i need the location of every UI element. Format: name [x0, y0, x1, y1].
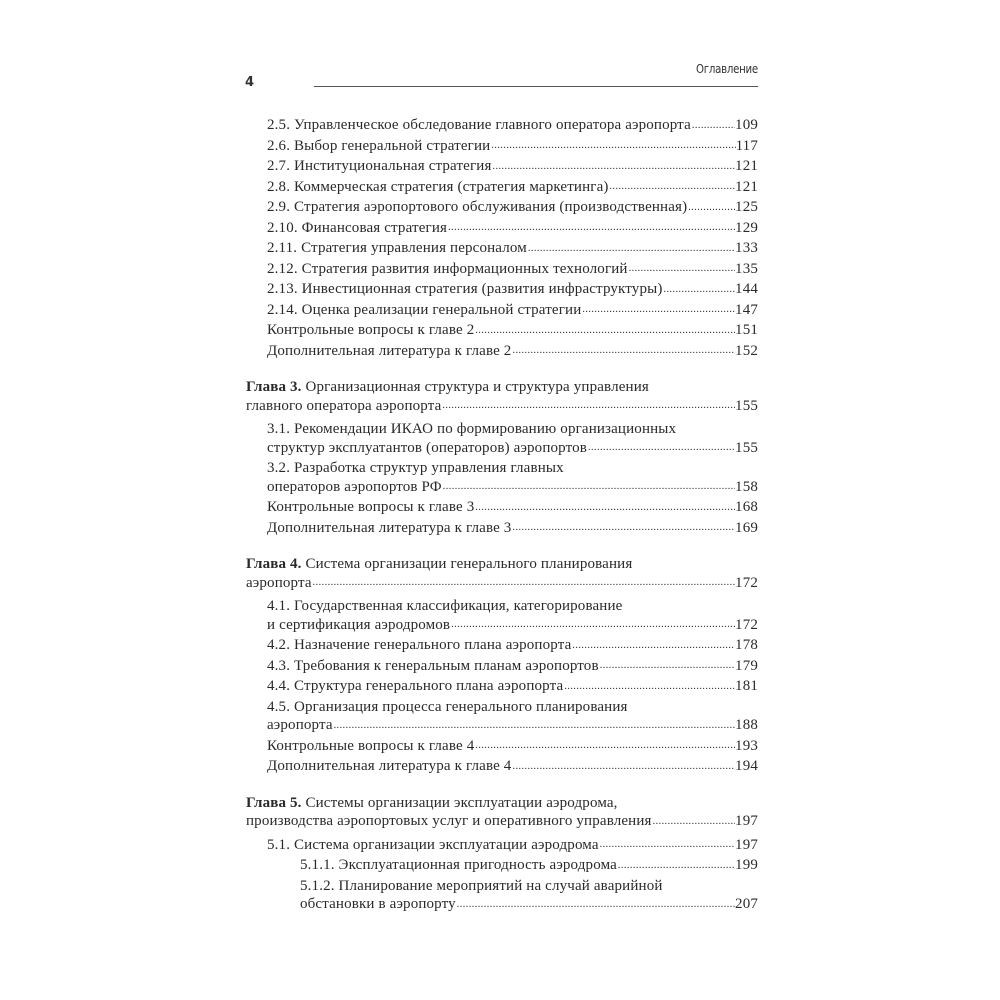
toc-entry[interactable] [246, 498, 758, 517]
dot-leader [442, 478, 735, 497]
dot-leader [492, 157, 736, 176]
toc-chapter-entry[interactable] [246, 794, 758, 831]
page-number-ref: 144 [735, 281, 758, 297]
toc-entry-last-line [267, 616, 758, 635]
page-number-ref: 158 [735, 478, 758, 495]
toc-entry-last-line [246, 397, 758, 416]
toc-entry-last-line [267, 716, 758, 735]
toc-entry-line [246, 378, 758, 397]
dot-leader [581, 301, 735, 320]
page-number-ref: 199 [735, 857, 758, 873]
toc-chapter-entry[interactable] [246, 555, 758, 592]
page-number-ref: 197 [735, 836, 758, 853]
toc-entry-last-line [246, 574, 758, 593]
toc-entry-text: Система организации генерального планирования [301, 556, 633, 572]
dot-leader [511, 757, 735, 776]
page-number-ref: 151 [735, 322, 758, 338]
toc-entry-text: 5.1.2. Планирование мероприятий на случай аварийной [300, 877, 663, 894]
dot-leader [599, 836, 735, 855]
toc-entry[interactable] [246, 459, 758, 496]
toc-entry[interactable] [246, 116, 758, 135]
dot-leader [511, 342, 735, 361]
page-number-ref: 193 [735, 737, 758, 754]
table-of-contents [246, 116, 758, 916]
dot-leader [571, 636, 735, 655]
toc-entry[interactable] [246, 198, 758, 217]
toc-entry-last-line [267, 321, 758, 340]
toc-entry-last-line [267, 198, 758, 217]
dot-leader [628, 260, 735, 279]
dot-leader [441, 397, 735, 416]
dot-leader [617, 856, 735, 875]
toc-entry-last-line [267, 737, 758, 756]
toc-entry[interactable] [246, 137, 758, 156]
dot-leader [450, 616, 735, 635]
toc-entry[interactable] [246, 877, 758, 914]
toc-entry-last-line [267, 757, 758, 776]
page-number: 4 [245, 75, 255, 90]
toc-entry[interactable] [246, 757, 758, 776]
chapter-label: Глава 4. [246, 556, 302, 572]
toc-entry[interactable] [246, 157, 758, 176]
dot-leader [474, 737, 735, 756]
toc-entry[interactable] [246, 219, 758, 238]
toc-entry-text: Дополнительная литература к главе 4 [267, 758, 512, 774]
toc-entry-last-line [267, 519, 758, 538]
dot-leader [511, 519, 735, 538]
page-number-ref: 169 [735, 519, 758, 536]
toc-entry-text: 2.8. Коммерческая стратегия (стратегия маркетинга) [267, 178, 609, 195]
toc-entry-last-line [267, 178, 758, 197]
toc-entry[interactable] [246, 342, 758, 361]
toc-entry-last-line [267, 342, 758, 361]
toc-entry-last-line [267, 280, 758, 299]
dot-leader [662, 280, 735, 299]
toc-entry[interactable] [246, 420, 758, 457]
toc-entry-text: аэропорта [267, 717, 333, 733]
toc-entry-last-line [267, 239, 758, 258]
toc-entry-text: 2.12. Стратегия развития информационных технологий [267, 260, 628, 277]
toc-entry-text: Дополнительная литература к главе 2 [267, 342, 512, 359]
toc-entry-text: Системы организации эксплуатации аэродрома, [301, 794, 618, 811]
toc-chapter-entry[interactable] [246, 378, 758, 415]
toc-entry-text: операторов аэропортов РФ [267, 478, 442, 495]
toc-entry-text: 2.9. Стратегия аэропортового обслуживания (производственная) [267, 199, 688, 215]
dot-leader [687, 198, 735, 217]
page-number-ref: 155 [735, 439, 758, 456]
toc-entry-last-line [267, 439, 758, 458]
toc-entry-text: 4.4. Структура генерального плана аэропорта [267, 678, 564, 694]
toc-entry[interactable] [246, 698, 758, 735]
toc-entry-last-line [267, 836, 758, 855]
toc-entry-line [267, 597, 758, 616]
toc-entry-last-line [267, 260, 758, 279]
toc-entry-text: 4.5. Организация процесса генерального планирования [267, 698, 628, 715]
dot-leader [456, 895, 735, 914]
toc-entry-last-line [267, 636, 758, 655]
dot-leader [587, 439, 735, 458]
dot-leader [563, 677, 735, 696]
toc-entry-text: 2.10. Финансовая стратегия [267, 219, 448, 236]
page-number-ref: 117 [735, 137, 758, 154]
toc-entry[interactable] [246, 657, 758, 676]
dot-leader [333, 716, 735, 735]
page-number-ref: 109 [735, 117, 758, 133]
toc-entry-text: аэропорта [246, 574, 312, 591]
page-number-ref: 181 [735, 678, 758, 694]
page-number-ref: 207 [735, 896, 758, 912]
toc-entry-text: Контрольные вопросы к главе 3 [267, 499, 475, 515]
toc-entry-line [246, 555, 758, 574]
page-number-ref: 179 [735, 657, 758, 674]
toc-entry-last-line [267, 657, 758, 676]
page-number-ref: 188 [735, 717, 758, 733]
toc-entry-last-line [267, 301, 758, 320]
dot-leader [609, 178, 736, 197]
dot-leader [490, 137, 735, 156]
toc-entry-line [267, 698, 758, 717]
toc-entry[interactable] [246, 737, 758, 756]
toc-entry-last-line [300, 856, 758, 875]
toc-entry-text: 5.1.1. Эксплуатационная пригодность аэродрома [300, 857, 617, 873]
toc-entry-text: главного оператора аэропорта [246, 397, 442, 414]
dot-leader [474, 498, 735, 517]
header-rule [314, 86, 758, 87]
toc-entry-text: 5.1. Система организации эксплуатации аэродрома [267, 836, 599, 853]
toc-entry-text: 2.14. Оценка реализации генеральной стратегии [267, 301, 582, 318]
toc-entry-last-line [267, 116, 758, 135]
toc-entry[interactable] [246, 301, 758, 320]
dot-leader [599, 657, 735, 676]
toc-entry[interactable] [246, 856, 758, 875]
toc-entry-last-line [267, 137, 758, 156]
toc-entry-text: 3.2. Разработка структур управления главных [267, 460, 564, 476]
dot-leader [474, 321, 735, 340]
toc-entry-text: производства аэропортовых услуг и оперативного управления [246, 813, 652, 829]
page-number-ref: 194 [735, 758, 758, 774]
toc-entry-text: структур эксплуатантов (операторов) аэропортов [267, 439, 588, 456]
toc-entry[interactable] [246, 280, 758, 299]
page-number-ref: 129 [735, 219, 758, 236]
toc-entry[interactable] [246, 836, 758, 855]
toc-entry-text: 2.7. Институциональная стратегия [267, 158, 492, 174]
toc-entry-text: и сертификация аэродромов [267, 616, 451, 633]
toc-entry-last-line [267, 498, 758, 517]
page-number-ref: 152 [735, 342, 758, 359]
toc-entry-text: Организационная структура и структура управления [301, 379, 649, 395]
toc-entry-text: 2.13. Инвестиционная стратегия (развития инфраструктуры) [267, 281, 663, 297]
toc-entry-last-line [300, 895, 758, 914]
toc-entry[interactable] [246, 636, 758, 655]
toc-entry-text: Дополнительная литература к главе 3 [267, 519, 512, 536]
toc-entry-text: Контрольные вопросы к главе 2 [267, 322, 475, 338]
dot-leader [527, 239, 735, 258]
toc-entry-text: 2.6. Выбор генеральной стратегии [267, 137, 491, 154]
page-number-ref: 172 [735, 574, 758, 591]
toc-entry-text: обстановки в аэропорту [300, 896, 456, 912]
dot-leader [652, 812, 735, 831]
toc-entry-line [300, 877, 758, 896]
page-number-ref: 172 [735, 616, 758, 633]
toc-entry-text: 4.2. Назначение генерального плана аэропорта [267, 637, 572, 653]
toc-entry[interactable] [246, 321, 758, 340]
page-number-ref: 121 [735, 158, 758, 174]
running-title: Оглавление [696, 62, 758, 76]
page-number-ref: 135 [735, 260, 758, 277]
toc-entry-last-line [267, 157, 758, 176]
page-number-ref: 168 [735, 499, 758, 515]
toc-entry-last-line [267, 478, 758, 497]
page-number-ref: 125 [735, 199, 758, 215]
chapter-label: Глава 5. [246, 794, 302, 811]
toc-entry-line [246, 794, 758, 813]
page-number-ref: 197 [735, 813, 758, 829]
toc-entry[interactable] [246, 260, 758, 279]
toc-entry[interactable] [246, 178, 758, 197]
toc-entry-text: 4.1. Государственная классификация, категорирование [267, 598, 623, 614]
page-number-ref: 121 [735, 178, 758, 195]
dot-leader [691, 116, 735, 135]
dot-leader [447, 219, 735, 238]
chapter-label: Глава 3. [246, 379, 302, 395]
toc-entry-last-line [267, 677, 758, 696]
toc-entry-text: 2.11. Стратегия управления персоналом [267, 240, 527, 256]
toc-entry-last-line [267, 219, 758, 238]
toc-entry-text: 2.5. Управленческое обследование главного оператора аэропорта [267, 117, 691, 133]
toc-entry[interactable] [246, 519, 758, 538]
page-number-ref: 133 [735, 240, 758, 256]
toc-entry-last-line [246, 812, 758, 831]
dot-leader [312, 574, 735, 593]
page-number-ref: 155 [735, 397, 758, 414]
toc-entry[interactable] [246, 597, 758, 634]
toc-entry-text: 3.1. Рекомендации ИКАО по формированию организационных [267, 421, 677, 437]
toc-entry-line [267, 459, 758, 478]
toc-entry[interactable] [246, 239, 758, 258]
toc-entry[interactable] [246, 677, 758, 696]
page-number-ref: 147 [735, 301, 758, 318]
toc-entry-text: Контрольные вопросы к главе 4 [267, 737, 475, 754]
toc-entry-text: 4.3. Требования к генеральным планам аэропортов [267, 657, 599, 674]
page-number-ref: 178 [735, 637, 758, 653]
toc-entry-line [267, 420, 758, 439]
